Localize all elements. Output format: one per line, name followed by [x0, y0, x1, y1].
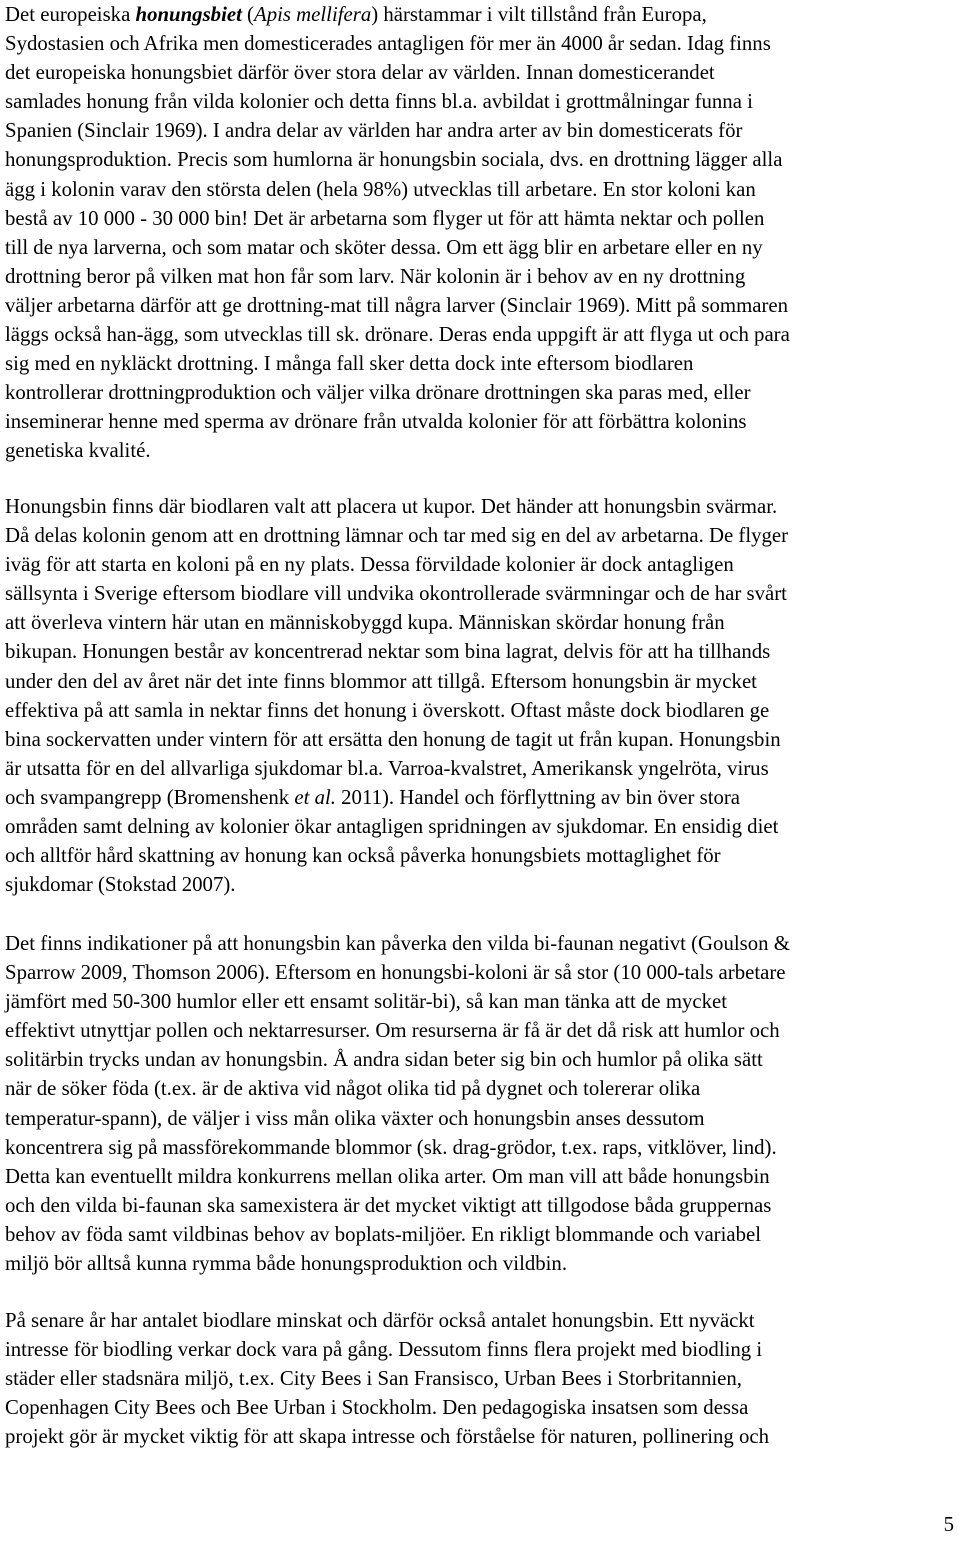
- text-line: [5, 29, 790, 58]
- text-line: [5, 812, 788, 841]
- text-line: [5, 870, 788, 899]
- text-run: att överleva vintern här utan en människobyggd kupa. Människan skördar honung från: [5, 611, 725, 635]
- text-run: drottning beror på vilken mat hon får som larv. När kolonin är i behov av en ny drottning: [5, 264, 746, 288]
- text-run: och den vilda bi-faunan ska samexistera är det mycket viktigt att tillgodose båda gruppernas: [5, 1193, 772, 1217]
- text-run: honungsbiet: [135, 3, 242, 26]
- text-line: [5, 204, 790, 233]
- text-run: genetiska kvalité.: [5, 439, 151, 463]
- text-line: [5, 291, 790, 320]
- paragraph-honeybee-origin: [5, 0, 790, 466]
- text-run: Sparrow 2009, Thomson 2006). Eftersom en honungsbi-koloni är så stor (10 000-tals arbetare: [5, 961, 786, 985]
- text-line: [5, 1016, 790, 1045]
- text-run: intresse för biodling verkar dock vara på gång. Dessutom finns flera projekt med biodling i: [5, 1338, 763, 1362]
- text-line: [5, 145, 790, 174]
- text-run: Sydostasien och Afrika men domesticerades antagligen för mer än 4000 år sedan. Idag finns: [5, 32, 771, 56]
- text-run: ) härstammar i vilt tillstånd från Europa,: [371, 3, 707, 26]
- text-line: [5, 1133, 790, 1162]
- text-run: effektiva på att samla in nektar finns det honung i överskott. Oftast måste dock biodlaren ge: [5, 698, 770, 722]
- text-line: [5, 1335, 769, 1364]
- text-line: [5, 1162, 790, 1191]
- text-line: [5, 87, 790, 116]
- text-run: behov av föda samt vildbinas behov av boplats-miljöer. En rikligt blommande och variabel: [5, 1222, 762, 1246]
- text-run: när de söker föda (t.ex. är de aktiva vid något olika tid på dygnet och tolererar olika: [5, 1077, 701, 1101]
- text-line: [5, 0, 790, 29]
- text-line: [5, 667, 788, 696]
- text-run: miljö bör alltså kunna rymma både honungsproduktion och vildbin.: [5, 1252, 568, 1276]
- text-line: [5, 521, 788, 550]
- text-line: [5, 1306, 769, 1335]
- text-run: 2011). Handel och förflyttning av bin över stora: [335, 785, 741, 809]
- text-run: Honungsbin finns där biodlaren valt att placera ut kupor. Det händer att honungsbin svärmar.: [5, 495, 778, 518]
- text-line: [5, 175, 790, 204]
- text-run: effektivt utnyttjar pollen och nektarresurser. Om resurserna är få är det då risk att humlor och: [5, 1019, 780, 1043]
- text-run: Apis mellifera: [253, 3, 372, 26]
- text-line: [5, 58, 790, 87]
- text-line: [5, 637, 788, 666]
- text-run: städer eller stadsnära miljö, t.ex. City Bees i San Fransisco, Urban Bees i Storbritannien,: [5, 1367, 742, 1391]
- text-run: Detta kan eventuellt mildra konkurrens mellan olika arter. Om man vill att både honungsbin: [5, 1164, 770, 1188]
- text-run: och svampangrepp (Bromenshenk: [5, 785, 295, 809]
- text-line: [5, 492, 788, 521]
- text-run: temperatur-spann), de väljer i viss mån olika växter och honungsbin anses dessutom: [5, 1106, 705, 1130]
- paragraph-urban-beekeeping: [5, 1306, 769, 1451]
- text-line: [5, 1364, 769, 1393]
- text-run: Det europeiska: [5, 3, 136, 26]
- text-line: [5, 1422, 769, 1451]
- text-line: [5, 436, 790, 465]
- text-line: [5, 696, 788, 725]
- text-line: [5, 1249, 790, 1278]
- text-run: bina sockervatten under vintern för att ersätta den honung de tagit ut från kupan. Honungsbin: [5, 727, 781, 751]
- text-line: [5, 958, 790, 987]
- text-run: ägg i kolonin varav den största delen (hela 98%) utvecklas till arbetare. En stor koloni kan: [5, 177, 756, 201]
- text-line: [5, 349, 790, 378]
- text-line: [5, 929, 790, 958]
- text-run: bestå av 10 000 - 30 000 bin! Det är arbetarna som flyger ut för att hämta nektar och pollen: [5, 206, 765, 230]
- text-run: inseminerar henne med sperma av drönare från utvalda kolonier för att förbättra kolonins: [5, 410, 747, 434]
- text-line: [5, 1074, 790, 1103]
- paragraph-competition-with-wild-bees: [5, 929, 790, 1278]
- text-run: samlades honung från vilda kolonier och detta finns bl.a. avbildat i grottmålningar funna i: [5, 90, 753, 114]
- text-line: [5, 378, 790, 407]
- text-line: [5, 1104, 790, 1133]
- text-run: solitärbin trycks undan av honungsbin. Å andra sidan beter sig bin och humlor på olika sätt: [5, 1048, 763, 1072]
- text-run: kontrollerar drottningproduktion och väljer vilka drönare drottningen ska paras med, eller: [5, 381, 751, 405]
- text-line: [5, 262, 790, 291]
- text-run: till de nya larverna, och som matar och sköter dessa. Om ett ägg blir en arbetare eller en ny: [5, 235, 763, 259]
- text-run: Spanien (Sinclair 1969). I andra delar av världen har andra arter av bin domesticerats för: [5, 119, 743, 143]
- text-line: [5, 320, 790, 349]
- text-run: sig med en nykläckt drottning. I många fall sker detta dock inte eftersom biodlaren: [5, 352, 694, 376]
- text-line: [5, 987, 790, 1016]
- text-line: [5, 1191, 790, 1220]
- text-run: jämfört med 50-300 humlor eller ett ensamt solitär-bi), så kan man tänka att de mycket: [5, 990, 728, 1014]
- text-run: sällsynta i Sverige eftersom biodlare vill undvika okontrollerade svärmningar och de har svårt: [5, 582, 787, 606]
- text-run: under den del av året när det inte finns blommor att tillgå. Eftersom honungsbin är mycket: [5, 669, 757, 693]
- text-line: [5, 1393, 769, 1422]
- text-line: [5, 608, 788, 637]
- text-line: [5, 841, 788, 870]
- text-run: väljer arbetarna därför att ge drottning-mat till några larver (Sinclair 1969). Mitt på sommaren: [5, 293, 789, 317]
- text-line: [5, 116, 790, 145]
- text-run: iväg för att starta en koloni på en ny plats. Dessa förvildade kolonier är dock antagligen: [5, 553, 734, 577]
- text-run: läggs också han-ägg, som utvecklas till sk. drönare. Deras enda uppgift är att flyga ut och para: [5, 323, 790, 347]
- text-run: Då delas kolonin genom att en drottning lämnar och tar med sig en del av arbetarna. De flyger: [5, 524, 789, 548]
- text-run: koncentrera sig på massförekommande blommor (sk. drag-grödor, t.ex. raps, vitklöver, lind).: [5, 1135, 777, 1159]
- text-line: [5, 579, 788, 608]
- text-run: det europeiska honungsbiet därför över stora delar av världen. Innan domesticerandet: [5, 61, 715, 85]
- text-line: [5, 233, 790, 262]
- text-run: är utsatta för en del allvarliga sjukdomar bl.a. Varroa-kvalstret, Amerikansk yngelröta, virus: [5, 756, 769, 780]
- text-run: På senare år har antalet biodlare minskat och därför också antalet honungsbin. Ett nyväckt: [5, 1309, 755, 1332]
- text-run: honungsproduktion. Precis som humlorna är honungsbin sociala, dvs. en drottning lägger alla: [5, 148, 783, 172]
- text-line: [5, 754, 788, 783]
- page-number: 5: [943, 1513, 954, 1536]
- text-run: projekt gör är mycket viktig för att skapa intresse och förståelse för naturen, pollinering och: [5, 1425, 770, 1449]
- text-run: (: [241, 3, 254, 26]
- text-run: bikupan. Honungen består av koncentrerad nektar som bina lagrat, delvis för att ha tillhands: [5, 640, 771, 664]
- text-line: [5, 407, 790, 436]
- text-run: sjukdomar (Stokstad 2007).: [5, 873, 236, 897]
- text-line: [5, 1220, 790, 1249]
- text-run: et al.: [294, 785, 336, 809]
- text-run: områden samt delning av kolonier ökar antagligen spridningen av sjukdomar. En ensidig diet: [5, 815, 779, 839]
- text-line: [5, 725, 788, 754]
- text-line: [5, 783, 788, 812]
- text-line: [5, 1045, 790, 1074]
- text-line: [5, 550, 788, 579]
- text-run: Det finns indikationer på att honungsbin kan påverka den vilda bi-faunan negativt (Goulson &: [5, 932, 790, 955]
- text-run: och alltför hård skattning av honung kan också påverka honungsbiets mottaglighet för: [5, 844, 721, 868]
- text-run: Copenhagen City Bees och Bee Urban i Stockholm. Den pedagogiska insatsen som dessa: [5, 1396, 749, 1420]
- paragraph-swarming-and-diseases: [5, 492, 788, 899]
